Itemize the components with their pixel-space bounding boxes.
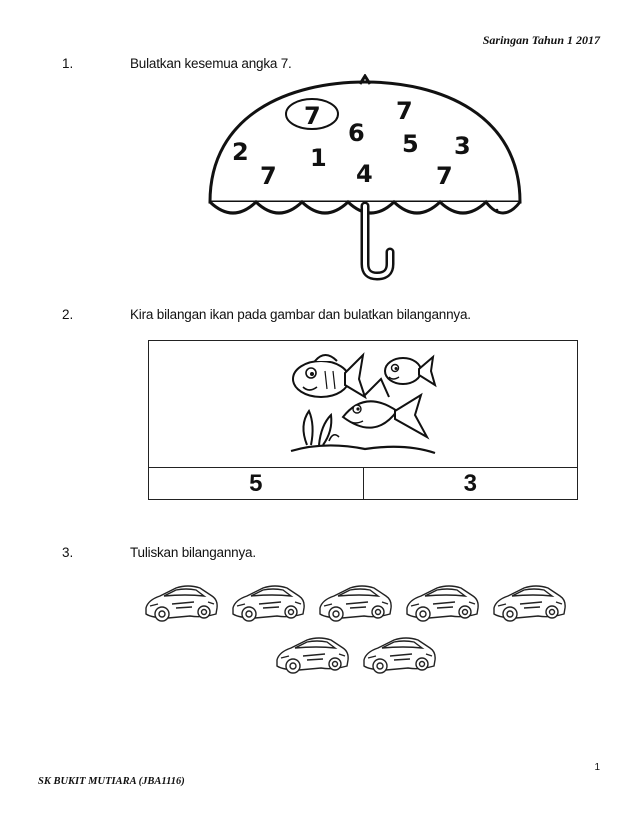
- umbrella-digit: 7: [436, 162, 453, 190]
- umbrella-digit: 4: [356, 160, 373, 188]
- question-2-number: 2.: [62, 307, 74, 322]
- answer-option[interactable]: 3: [363, 468, 578, 500]
- question-1-number: 1.: [62, 56, 74, 71]
- umbrella-digit: 2: [232, 138, 249, 166]
- car-picture: [490, 578, 568, 628]
- car-picture: [273, 630, 351, 680]
- page-number: 1: [594, 762, 600, 773]
- question-3-text: Tuliskan bilangannya.: [130, 545, 256, 560]
- question-2-text: Kira bilangan ikan pada gambar dan bulatkan bilangannya.: [130, 307, 471, 322]
- school-footer: SK BUKIT MUTIARA (JBA1116): [38, 776, 185, 787]
- car-picture: [403, 578, 481, 628]
- car-picture: [229, 578, 307, 628]
- umbrella-digit: 3: [454, 132, 471, 160]
- umbrella-digit: 5: [402, 130, 419, 158]
- car-picture: [360, 630, 438, 680]
- fish-picture: [285, 345, 450, 463]
- umbrella-figure: [200, 74, 530, 284]
- umbrella-digit: 7: [396, 97, 413, 125]
- answer-options-row: [149, 467, 577, 500]
- umbrella-digit: 7: [304, 102, 321, 130]
- answer-option[interactable]: 5: [249, 470, 263, 497]
- question-3-number: 3.: [62, 545, 74, 560]
- umbrella-digit: 6: [348, 119, 365, 147]
- umbrella-digit: 1: [310, 144, 327, 172]
- umbrella-digit: 7: [260, 162, 277, 190]
- car-picture: [142, 578, 220, 628]
- page-header: Saringan Tahun 1 2017: [482, 33, 600, 47]
- question-1-text: Bulatkan kesemua angka 7.: [130, 56, 292, 71]
- fish-answer-box: [148, 340, 578, 500]
- car-picture: [316, 578, 394, 628]
